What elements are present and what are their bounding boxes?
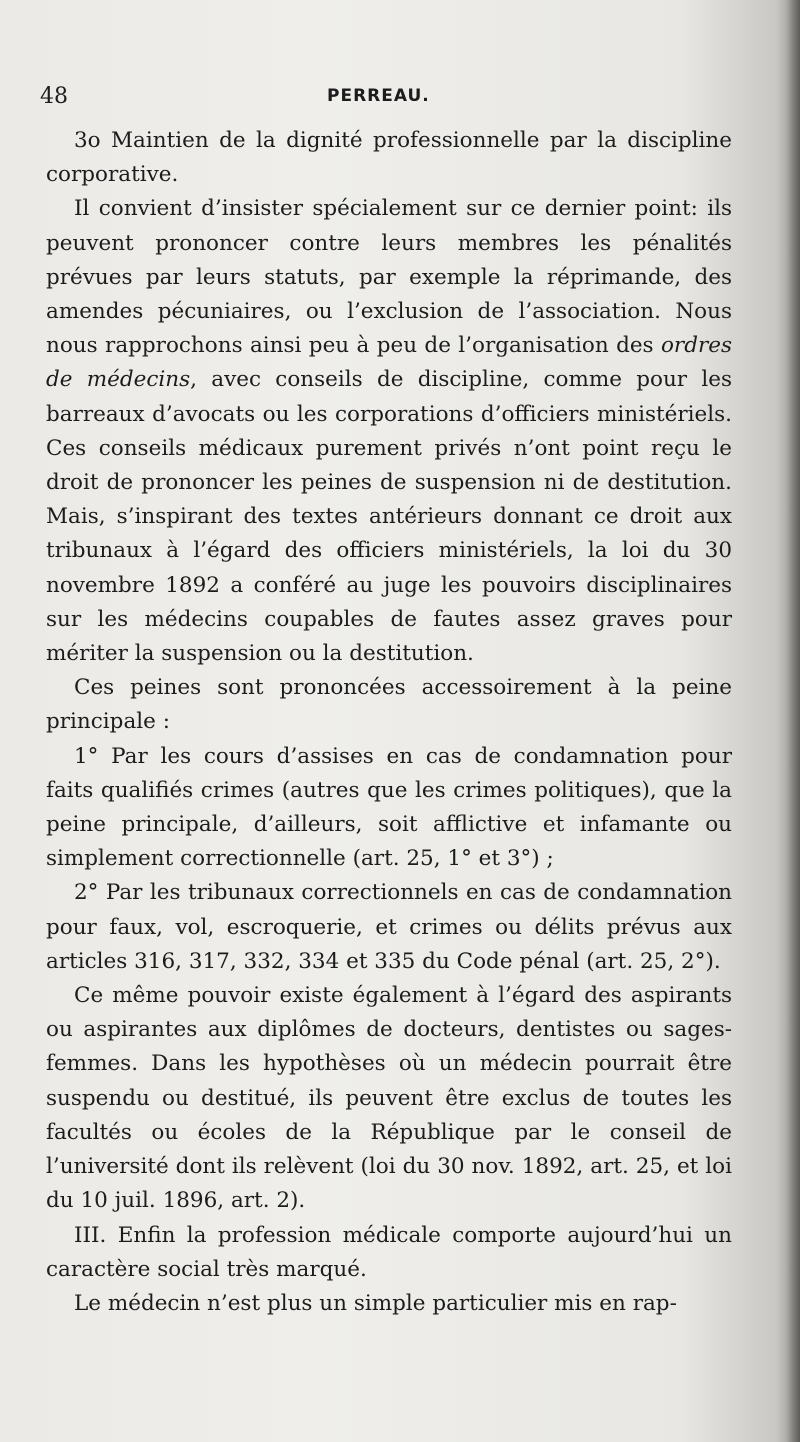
body-text [46,124,732,1321]
paragraph-2-italic: ordres de médecins [46,333,732,393]
paragraph-6: Ce même pouvoir existe également à l’égard des aspirants ou aspirantes aux diplômes de docteurs, dentistes ou sages-femmes. Dans les hypothèses où un médecin pourrait être suspendu ou destitué, ils peuvent être exclus de toutes les facultés ou écoles de la République par le conseil de l’université dont ils relèvent (loi du 30 nov. 1892, art. 25, et loi du 10 juil. 1896, art. 2). [46,983,732,1214]
spine-shadow [786,0,800,1442]
running-head: PERREAU. [327,86,430,106]
page-header [40,84,730,114]
paragraph-2 [46,192,732,671]
paragraph-3: Ces peines sont prononcées accessoirement à la peine principale : [46,675,732,735]
paragraph-4: 1° Par les cours d’assises en cas de condamnation pour faits qualifiés crimes (autres que les crimes politiques), que la peine principale, d’ailleurs, soit afflictive et infamante ou simplement correctionnelle (art. 25, 1° et 3°) ; [46,743,732,872]
paragraph-2-part-2: , avec conseils de discipline, comme pour les barreaux d’avocats ou les corporations d’officiers ministériels. Ces conseils médicaux purement privés n’ont point reçu le droit de prononcer les peines de suspension ni de destitution. Mais, s’inspirant des textes antérieurs donnant ce droit aux tribunaux à l’égard des officiers ministériels, la loi du 30 novembre 1892 a conféré au juge les pouvoirs disciplinaires sur les médecins coupables de fautes assez graves pour mériter la suspension ou la destitution. [46,367,732,667]
paragraph-8: Le médecin n’est plus un simple particulier mis en rap- [74,1290,677,1316]
paragraph-7: III. Enfin la profession médicale comporte aujourd’hui un caractère social très marqué. [46,1222,732,1282]
paragraph-5: 2° Par les tribunaux correctionnels en cas de condamnation pour faux, vol, escroquerie, et crimes ou délits prévus aux articles 316, 317, 332, 334 et 335 du Code pénal (art. 25, 2°). [46,880,732,974]
paragraph-1: 3o Maintien de la dignité professionnelle par la discipline corporative. [46,128,732,188]
page-number: 48 [40,84,68,109]
paragraph-2-part-1: Il convient d’insister spécialement sur ce dernier point: ils peuvent prononcer contre leurs membres les pénalités prévues par leurs statuts, par exemple la réprimande, des amendes pécuniaires, ou l’exclusion de l’association. Nous nous rapprochons ainsi peu à peu de l’organisation des [46,196,732,359]
